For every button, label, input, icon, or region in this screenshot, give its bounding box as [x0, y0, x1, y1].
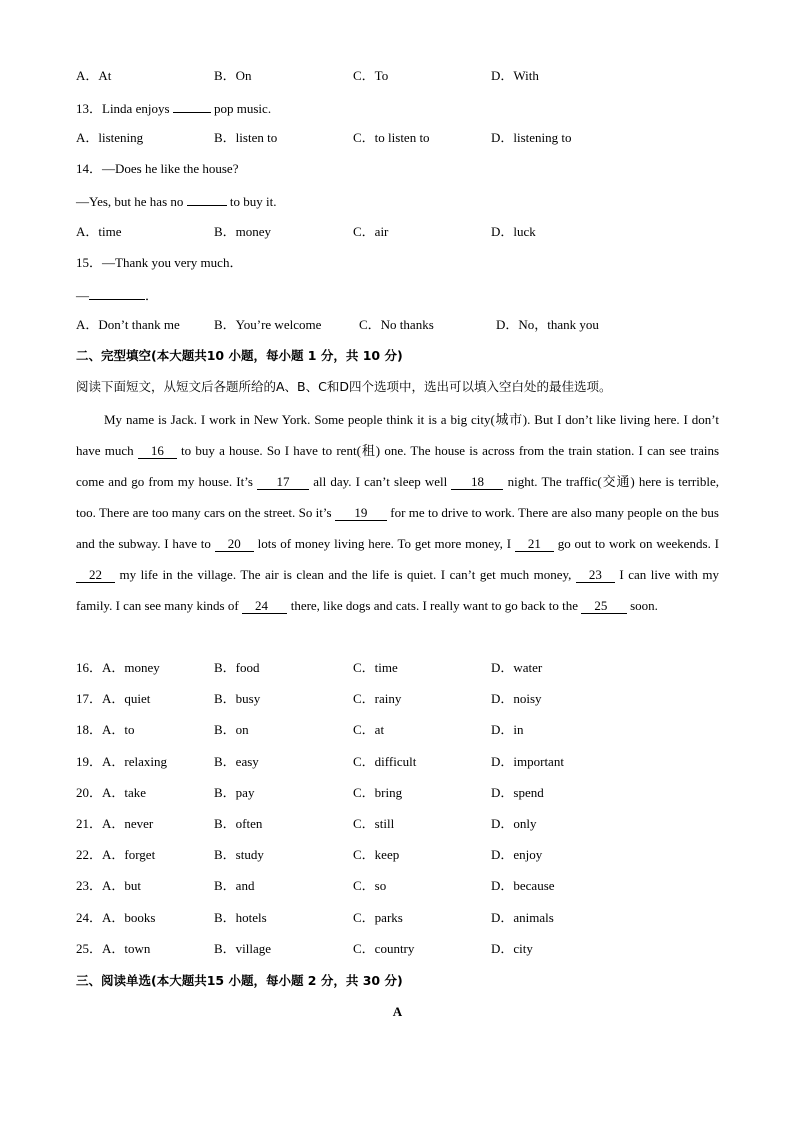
option-d: D．important: [491, 753, 564, 769]
option-b: B．You’re welcome: [214, 317, 322, 332]
option-b: B．On: [214, 68, 252, 83]
option-a: 22．A．forget: [76, 847, 156, 863]
option-a: 21．A．never: [76, 816, 154, 831]
option-b: B．often: [214, 816, 263, 831]
question-14-reply: —Yes, but he has no to buy it.: [76, 194, 277, 209]
passage-text: soon.: [626, 598, 658, 613]
option-a: 17．A．quiet: [76, 691, 151, 707]
option-c: C．still: [353, 816, 395, 831]
option-d: D．in: [491, 722, 524, 738]
option-a: 24．A．books: [76, 909, 156, 925]
option-b: B．pay: [214, 784, 255, 800]
option-c: C．parks: [353, 909, 403, 925]
option-b: B．hotels: [214, 909, 267, 925]
option-d: D．No，thank you: [496, 317, 599, 332]
option-b: B．and: [214, 878, 255, 894]
answer-blank: [173, 99, 211, 113]
option-a: A．Don’t thank me: [76, 317, 180, 332]
cloze-blank-22: 22: [76, 567, 115, 582]
option-c: C．to listen to: [353, 130, 430, 145]
passage-text: to buy a house. So I have to rent(租) one. The house is across from the train station. I can see trains come and go from my house. It’s: [76, 443, 720, 489]
section-3-heading: 三、阅读单选(本大题共15 小题，每小题 2 分，共 30 分): [76, 973, 403, 988]
option-d: D．spend: [491, 784, 544, 800]
passage-text: all day. I can’t sleep well: [309, 474, 452, 489]
cloze-blank-19: 19: [334, 505, 387, 520]
option-c: C．country: [353, 940, 415, 956]
option-c: C．air: [353, 224, 389, 239]
option-d: D．city: [491, 940, 533, 956]
cloze-blank-17: 17: [257, 474, 310, 489]
option-d: D．With: [491, 68, 539, 83]
passage-text: My name is Jack. I work in New York. Some people think it is a big city(城市). But I don’t like living here. I don’t have much: [76, 412, 719, 458]
option-c: C．No thanks: [359, 317, 434, 332]
passage-text: there, like dogs and cats. I really want to go back to the: [287, 598, 582, 613]
option-b: B．food: [214, 660, 260, 675]
option-a: 18．A．to: [76, 722, 135, 738]
option-a: 25．A．town: [76, 940, 151, 956]
question-15-stem: 15．—Thank you very much．: [76, 255, 243, 270]
option-d: D．luck: [491, 224, 536, 239]
passage-text: my life in the village. The air is clean and the life is quiet. I can’t get much money,: [115, 567, 576, 582]
option-d: D．listening to: [491, 130, 572, 145]
section-2-heading: 二、完型填空(本大题共10 小题，每小题 1 分，共 10 分): [76, 348, 403, 363]
option-d: D．animals: [491, 909, 554, 925]
question-14-stem: 14．—Does he like the house?: [76, 161, 239, 176]
option-a: A．At: [76, 68, 112, 83]
option-a: 16．A．money: [76, 660, 160, 675]
option-b: B．village: [214, 940, 272, 956]
option-c: C．difficult: [353, 753, 417, 769]
option-b: B．money: [214, 224, 272, 239]
reading-part-label: A: [392, 1004, 403, 1019]
option-d: D．noisy: [491, 691, 542, 707]
option-a: A．time: [76, 224, 122, 239]
option-d: D．enjoy: [491, 847, 543, 863]
option-c: C．at: [353, 722, 385, 738]
option-b: B．easy: [214, 753, 259, 769]
cloze-blank-24: 24: [241, 598, 288, 613]
cloze-blank-25: 25: [581, 598, 627, 613]
passage-text: night. The traffic(交通) here is terrible, too. There are too many cars on the street. So it’s: [76, 474, 719, 520]
option-b: B．on: [214, 722, 249, 738]
option-a: 19．A．relaxing: [76, 753, 167, 769]
cloze-blank-18: 18: [451, 474, 504, 489]
passage-text: go out to work on weekends. I: [553, 536, 719, 551]
option-d: D．only: [491, 816, 537, 831]
option-c: C．To: [353, 68, 389, 83]
answer-blank: [187, 192, 227, 206]
option-a: 23．A．but: [76, 878, 142, 894]
passage-text: I can live with my family. I can see many kinds of: [76, 567, 719, 613]
option-c: C．bring: [353, 784, 403, 800]
option-c: C．keep: [353, 847, 400, 863]
option-b: B．study: [214, 847, 264, 863]
cloze-blank-20: 20: [214, 536, 254, 551]
passage-text: lots of money living here. To get more money, I: [253, 536, 515, 551]
cloze-blank-23: 23: [575, 567, 615, 582]
option-d: D．water: [491, 660, 543, 675]
cloze-passage: [76, 404, 719, 621]
option-c: C．time: [353, 660, 398, 675]
cloze-blank-16: 16: [137, 443, 177, 458]
option-c: C．rainy: [353, 691, 402, 707]
answer-blank: [89, 286, 145, 300]
option-b: B．listen to: [214, 130, 278, 145]
option-a: A．listening: [76, 130, 144, 145]
option-c: C．so: [353, 878, 387, 894]
question-13-stem: 13．Linda enjoys pop music.: [76, 101, 272, 116]
option-a: 20．A．take: [76, 784, 147, 800]
option-d: D．because: [491, 878, 555, 894]
section-2-instruction: 阅读下面短文，从短文后各题所给的A、B、C和D四个选项中，选出可以填入空白处的最佳选项。: [76, 379, 612, 394]
option-b: B．busy: [214, 691, 261, 707]
cloze-blank-21: 21: [514, 536, 554, 551]
question-15-reply: — ．: [76, 288, 159, 303]
passage-text: for me to drive to work. There are also many people on the bus and the subway. I have to: [76, 505, 719, 551]
